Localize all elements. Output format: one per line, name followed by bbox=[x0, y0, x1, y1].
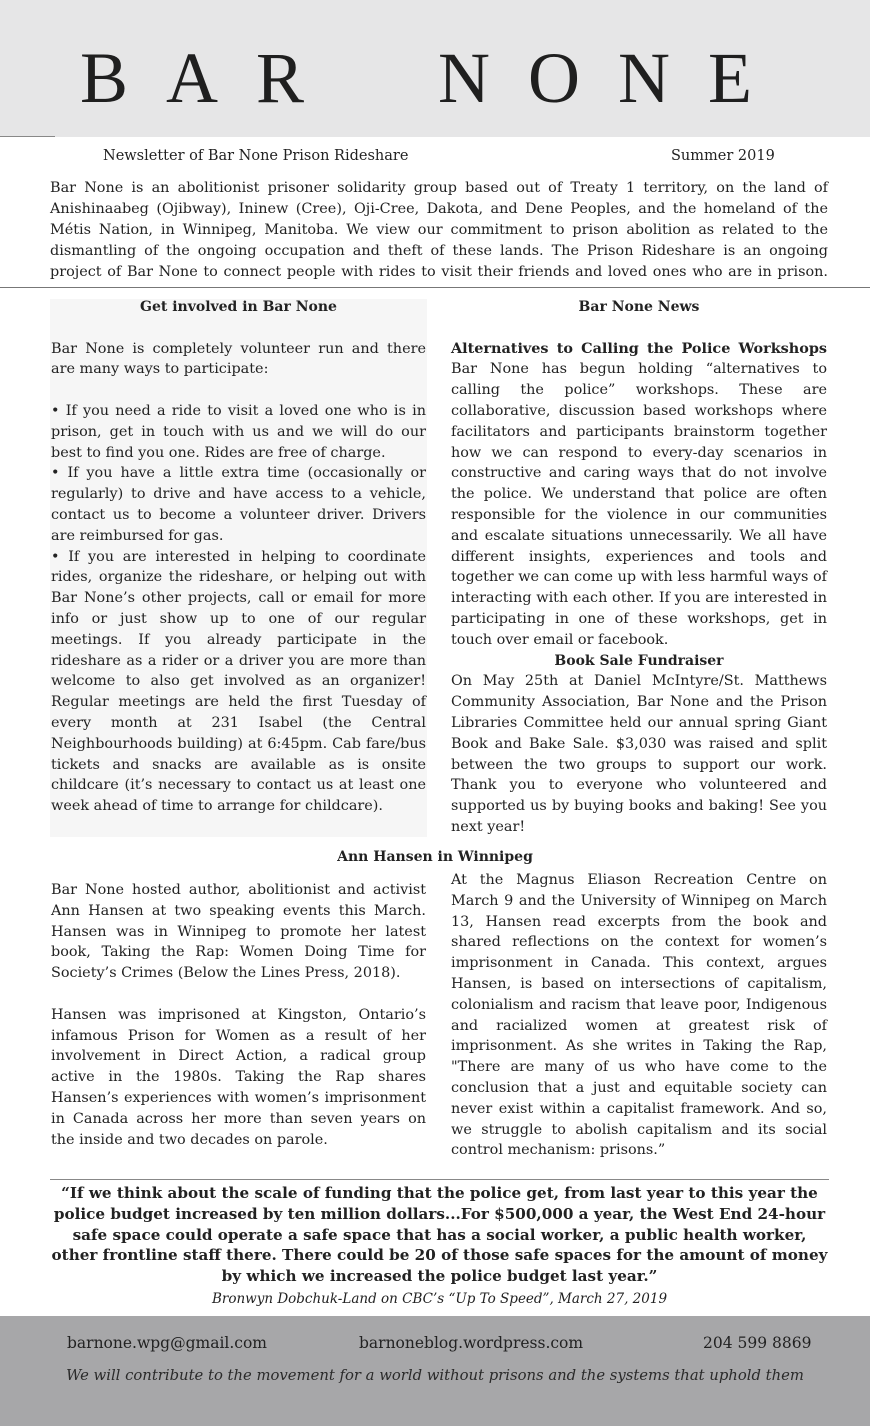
get-involved-bullet-organize: • If you are interested in helping to coordinate rides, organize the rideshare, or helping out with Bar None’s other projects, call or email for more info or just show up to one of our regular meetings. If you already participate in the rideshare as a rider or a driver you are more than welcome to also get involved as an organizer! Regular meetings are held the first Tuesday of every month at 231 Isabel (the Central Neighbourhoods building) at 6:45pm. Cab fare/bus tickets and snacks are available as is onsite childcare (it’s necessary to contact us at least one week ahead of time to arrange for childcare). bbox=[51, 548, 426, 815]
issue-date: Summer 2019 bbox=[671, 148, 775, 164]
hansen-heading: Ann Hansen in Winnipeg bbox=[337, 849, 533, 865]
contact-website[interactable]: barnoneblog.wordpress.com bbox=[359, 1334, 584, 1352]
masthead bbox=[0, 0, 870, 137]
pull-quote: “If we think about the scale of funding that the police get, from last year to this year the police budget increased by ten million dollars...For $500,000 a year, the West End 24-hour safe space could operate a safe space that has a social worker, a public health worker, other frontline staff there. There could be 20 of those safe spaces for the amount of money by which we increased the police budget last year.” bbox=[51, 1184, 828, 1286]
contact-email[interactable]: barnone.wpg@gmail.com bbox=[67, 1334, 267, 1352]
contact-phone[interactable]: 204 599 8869 bbox=[703, 1334, 812, 1352]
hansen-paragraph-2: Hansen was imprisoned at Kingston, Ontario’s infamous Prison for Women as a result of her involvement in Direct Action, a radical group active in the 1980s. Taking the Rap shares Hansen’s experiences with women’s imprisonment in Canada across her more than seven years on the inside and two decades on parole. bbox=[51, 1006, 426, 1148]
workshop-body: Bar None has begun holding “alternatives to calling the police” workshops. These are collaborative, discussion based workshops where facilitators and participants brainstorm together how we can respond to every-day scenarios in constructive and caring ways that do not involve the police. We understand that police are often responsible for the violence in our communities and escalate situations unnecessarily. We all have different insights, experiences and tools and together we can come up with less harmful ways of interacting with each other. If you are interested in participating in one of these workshops, get in touch over email or facebook. bbox=[451, 361, 827, 648]
footer-tagline: We will contribute to the movement for a world without prisons and the systems that uphold them bbox=[66, 1367, 804, 1384]
book-sale-title: Book Sale Fundraiser bbox=[554, 652, 724, 669]
get-involved-heading: Get involved in Bar None bbox=[140, 299, 337, 315]
masthead-rule bbox=[0, 136, 55, 137]
hansen-left-column bbox=[51, 880, 426, 1150]
section-divider bbox=[0, 287, 870, 288]
get-involved-bullet-ride: • If you need a ride to visit a loved one who is in prison, get in touch with us and we will do our best to find you one. Rides are free of charge. bbox=[51, 402, 426, 461]
hansen-paragraph-1: Bar None hosted author, abolitionist and activist Ann Hansen at two speaking events this March. Hansen was in Winnipeg to promote her latest book, Taking the Rap: Women Doing Time for Society’s Crimes (Below the Lines Press, 2018). bbox=[51, 882, 426, 982]
news-column bbox=[451, 297, 827, 838]
get-involved-lead: Bar None is completely volunteer run and there are many ways to participate: bbox=[51, 340, 426, 378]
intro-paragraph: Bar None is an abolitionist prisoner solidarity group based out of Treaty 1 territory, on the land of Anishinaabeg (Ojibway), Ininew (Cree), Oji-Cree, Dakota, and Dene Peoples, and the homeland of the Métis Nation, in Winnipeg, Manitoba. We view our commitment to prison abolition as related to the dismantling of the ongoing occupation and theft of these lands. The Prison Rideshare is an ongoing project of Bar None to connect people with rides to visit their friends and loved ones who are in prison. bbox=[50, 180, 828, 280]
newsletter-subtitle: Newsletter of Bar None Prison Rideshare bbox=[103, 148, 409, 164]
get-involved-column bbox=[51, 297, 426, 817]
get-involved-bullet-driver: • If you have a little extra time (occasionally or regularly) to drive and have access to a vehicle, contact us to become a volunteer driver. Drivers are reimbursed for gas. bbox=[51, 465, 426, 544]
quote-citation: Bronwyn Dobchuk-Land on CBC’s “Up To Speed”, March 27, 2019 bbox=[211, 1291, 668, 1307]
hansen-right-column bbox=[451, 870, 827, 1161]
news-heading: Bar None News bbox=[578, 299, 700, 315]
workshop-title: Alternatives to Calling the Police Workshops bbox=[451, 339, 827, 357]
quote-divider bbox=[50, 1179, 829, 1180]
book-sale-body: On May 25th at Daniel McIntyre/St. Matthews Community Association, Bar None and the Prison Libraries Committee held our annual spring Giant Book and Bake Sale. $3,030 was raised and split between the two groups to support our work. Thank you to everyone who volunteered and supported us by buying books and baking! See you next year! bbox=[451, 673, 827, 835]
hansen-paragraph-3: At the Magnus Eliason Recreation Centre on March 9 and the University of Winnipeg on March 13, Hansen read excerpts from the book and shared reflections on the context for women’s imprisonment in Canada. This context, argues Hansen, is based on intersections of capitalism, colonialism and racism that leave poor, Indigenous and racialized women at greatest risk of imprisonment. As she writes in Taking the Rap, "There are many of us who have come to the conclusion that a just and equitable society can never exist within a capitalist framework. And so, we struggle to abolish capitalism and its social control mechanism: prisons.” bbox=[451, 872, 827, 1159]
newsletter-title: BAR NONE bbox=[79, 38, 790, 118]
